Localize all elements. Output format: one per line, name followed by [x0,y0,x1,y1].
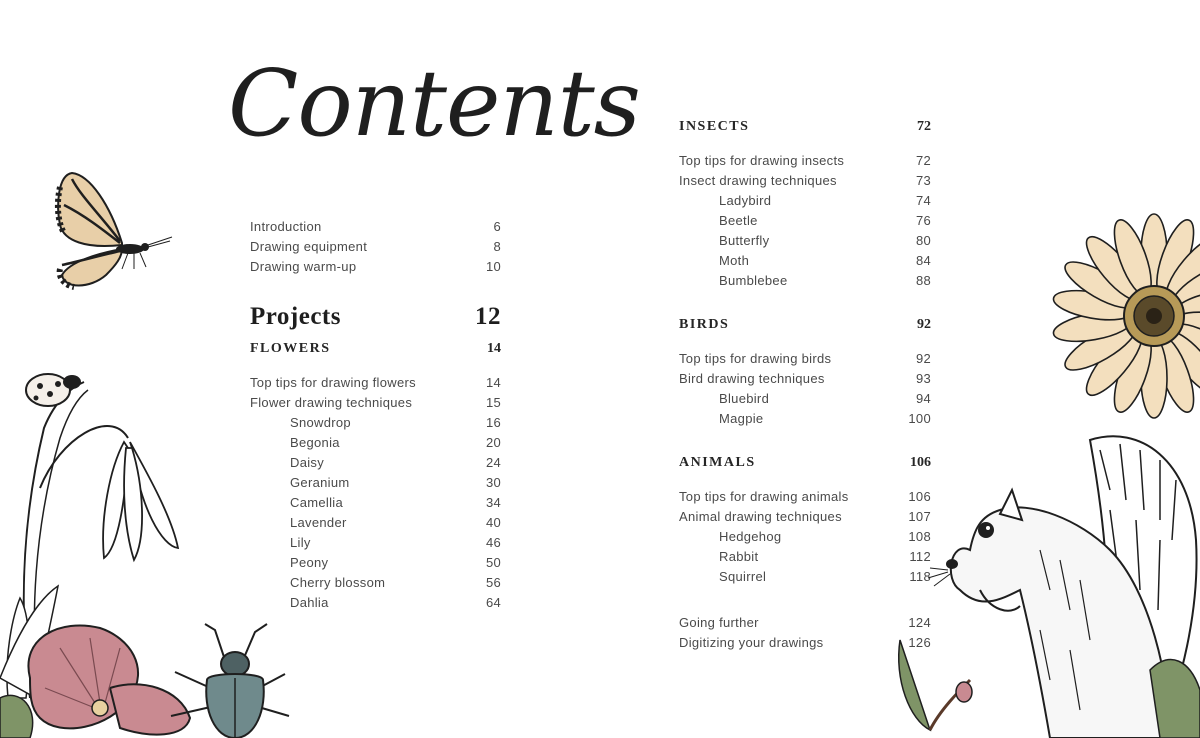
page-title: Contents [228,50,640,157]
entry-page: 112 [909,549,931,564]
entry-page: 93 [915,371,931,386]
toc-entry[interactable] [679,507,931,527]
entry-label: Flower drawing techniques [250,395,413,410]
entry-label: Insect drawing techniques [679,173,837,188]
section-label: ANIMALS [679,455,756,470]
toc-entry[interactable] [679,349,931,369]
toc-entry[interactable] [250,393,501,413]
entry-label: Animal drawing techniques [679,509,842,524]
section-page: 106 [910,455,931,470]
entry-label: Rabbit [719,549,759,564]
entry-label: Daisy [290,455,325,470]
entry-label: Bumblebee [719,273,788,288]
entry-label: Dahlia [290,595,329,610]
toc-subentry[interactable] [679,547,931,567]
entry-label: Top tips for drawing animals [679,489,849,504]
entry-page: 16 [485,415,501,430]
entry-label: Digitizing your drawings [679,635,824,650]
entry-page: 126 [908,635,931,650]
toc-subentry[interactable] [679,527,931,547]
toc-subentry[interactable] [679,409,931,429]
toc-subentry[interactable] [250,413,501,433]
entry-page: 34 [485,495,501,510]
toc-subentry[interactable] [679,231,931,251]
entry-label: Beetle [719,213,758,228]
entry-page: 74 [915,193,931,208]
butterfly-illustration [50,165,180,295]
entry-page: 30 [485,475,501,490]
entry-label: Top tips for drawing insects [679,153,845,168]
toc-entry[interactable] [679,613,931,633]
entry-page: 46 [485,535,501,550]
entry-page: 15 [485,395,501,410]
toc-subentry[interactable] [250,453,501,473]
entry-page: 94 [915,391,931,406]
entry-page: 56 [485,575,501,590]
entry-label: Geranium [290,475,350,490]
toc-subentry[interactable] [250,513,501,533]
toc-entry[interactable] [679,487,931,507]
entry-page: 106 [908,489,931,504]
entry-page: 50 [485,555,501,570]
projects-label: Projects [250,303,341,330]
entry-label: Ladybird [719,193,772,208]
right-column [679,119,931,653]
entry-label: Butterfly [719,233,770,248]
entry-page: 88 [915,273,931,288]
entry-page: 10 [485,259,501,274]
entry-page: 100 [908,411,931,426]
toc-subentry[interactable] [250,593,501,613]
entry-page: 108 [908,529,931,544]
section-heading-animals[interactable] [679,455,931,479]
entry-page: 20 [485,435,501,450]
toc-subentry[interactable] [679,191,931,211]
toc-subentry[interactable] [679,389,931,409]
entry-label: Drawing equipment [250,239,368,254]
entry-label: Going further [679,615,759,630]
entry-page: 76 [915,213,931,228]
entry-page: 6 [493,219,501,234]
entry-label: Squirrel [719,569,767,584]
entry-label: Lily [290,535,311,550]
toc-subentry[interactable] [250,493,501,513]
toc-entry[interactable] [250,257,501,277]
entry-page: 14 [485,375,501,390]
entry-label: Top tips for drawing birds [679,351,832,366]
entry-page: 84 [915,253,931,268]
entry-label: Bluebird [719,391,770,406]
toc-subentry[interactable] [250,533,501,553]
toc-subentry[interactable] [679,211,931,231]
entry-label: Snowdrop [290,415,351,430]
toc-entry[interactable] [250,373,501,393]
entry-label: Cherry blossom [290,575,386,590]
entry-label: Magpie [719,411,764,426]
entry-label: Camellia [290,495,343,510]
entry-page: 118 [909,569,931,584]
entry-label: Peony [290,555,329,570]
toc-subentry[interactable] [250,553,501,573]
entry-page: 107 [908,509,931,524]
section-page: 72 [917,119,931,134]
entry-label: Begonia [290,435,340,450]
entry-label: Moth [719,253,750,268]
toc-subentry[interactable] [679,271,931,291]
toc-subentry[interactable] [250,573,501,593]
section-heading-birds[interactable] [679,317,931,341]
entry-page: 72 [915,153,931,168]
toc-entry[interactable] [250,237,501,257]
entry-label: Drawing warm-up [250,259,357,274]
section-heading-flowers[interactable] [250,341,501,365]
entry-label: Top tips for drawing flowers [250,375,416,390]
entry-page: 64 [485,595,501,610]
beetle-illustration [165,620,295,738]
entry-label: Bird drawing techniques [679,371,825,386]
toc-subentry[interactable] [679,251,931,271]
entry-page: 92 [915,351,931,366]
entry-label: Lavender [290,515,347,530]
entry-page: 73 [915,173,931,188]
daisy-illustration [1044,210,1200,432]
left-column [250,217,501,613]
toc-subentry[interactable] [250,473,501,493]
toc-entry[interactable] [679,369,931,389]
projects-page: 12 [475,303,501,330]
entry-label: Introduction [250,219,322,234]
section-page: 92 [917,317,931,332]
squirrel-illustration [940,430,1200,738]
section-label: BIRDS [679,317,730,332]
entry-page: 8 [493,239,501,254]
toc-entry[interactable] [679,171,931,191]
projects-heading[interactable] [250,303,501,341]
entry-page: 80 [915,233,931,248]
section-page: 14 [487,341,501,356]
section-label: FLOWERS [250,341,331,356]
entry-page: 124 [908,615,931,630]
toc-entry[interactable] [679,633,931,653]
toc-subentry[interactable] [250,433,501,453]
entry-page: 24 [485,455,501,470]
toc-entry[interactable] [250,217,501,237]
entry-page: 40 [485,515,501,530]
section-heading-insects[interactable] [679,119,931,143]
toc-entry[interactable] [679,151,931,171]
section-label: INSECTS [679,119,750,134]
entry-label: Hedgehog [719,529,782,544]
toc-subentry[interactable] [679,567,931,587]
